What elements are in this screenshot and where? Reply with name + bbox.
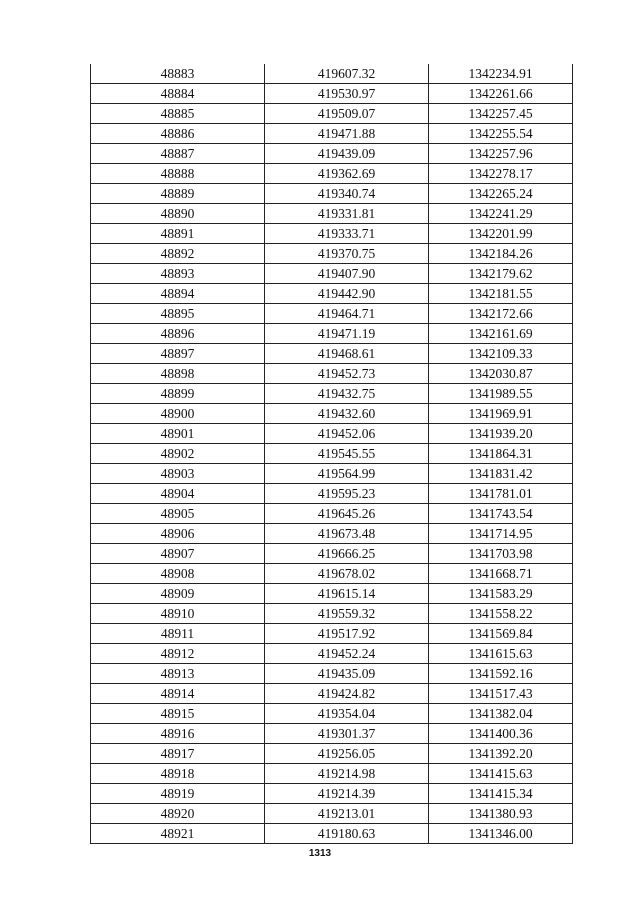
table-row xyxy=(91,404,573,424)
table-row xyxy=(91,824,573,844)
table-row xyxy=(91,504,573,524)
x-coordinate-cell: 419468.61 xyxy=(265,344,429,364)
point-id-cell: 48885 xyxy=(91,104,265,124)
x-coordinate-cell: 419564.99 xyxy=(265,464,429,484)
point-id-cell: 48891 xyxy=(91,224,265,244)
y-coordinate-cell: 1341864.31 xyxy=(429,444,573,464)
table-row xyxy=(91,764,573,784)
table-row xyxy=(91,64,573,84)
table-row xyxy=(91,84,573,104)
x-coordinate-cell: 419213.01 xyxy=(265,804,429,824)
point-id-cell: 48915 xyxy=(91,704,265,724)
point-id-cell: 48912 xyxy=(91,644,265,664)
y-coordinate-cell: 1341380.93 xyxy=(429,804,573,824)
point-id-cell: 48917 xyxy=(91,744,265,764)
point-id-cell: 48892 xyxy=(91,244,265,264)
x-coordinate-cell: 419452.06 xyxy=(265,424,429,444)
x-coordinate-cell: 419214.39 xyxy=(265,784,429,804)
y-coordinate-cell: 1341592.16 xyxy=(429,664,573,684)
point-id-cell: 48908 xyxy=(91,564,265,584)
y-coordinate-cell: 1341939.20 xyxy=(429,424,573,444)
table-row xyxy=(91,744,573,764)
y-coordinate-cell: 1341392.20 xyxy=(429,744,573,764)
table-row xyxy=(91,144,573,164)
table-row xyxy=(91,284,573,304)
y-coordinate-cell: 1341415.34 xyxy=(429,784,573,804)
y-coordinate-cell: 1341989.55 xyxy=(429,384,573,404)
table-row xyxy=(91,384,573,404)
table-row xyxy=(91,724,573,744)
x-coordinate-cell: 419471.19 xyxy=(265,324,429,344)
point-id-cell: 48883 xyxy=(91,64,265,84)
x-coordinate-cell: 419509.07 xyxy=(265,104,429,124)
table-row xyxy=(91,344,573,364)
point-id-cell: 48896 xyxy=(91,324,265,344)
point-id-cell: 48913 xyxy=(91,664,265,684)
point-id-cell: 48903 xyxy=(91,464,265,484)
y-coordinate-cell: 1342161.69 xyxy=(429,324,573,344)
x-coordinate-cell: 419432.60 xyxy=(265,404,429,424)
y-coordinate-cell: 1341569.84 xyxy=(429,624,573,644)
y-coordinate-cell: 1341583.29 xyxy=(429,584,573,604)
table-row xyxy=(91,224,573,244)
page-number: 1313 xyxy=(308,848,332,859)
y-coordinate-cell: 1341382.04 xyxy=(429,704,573,724)
table-row xyxy=(91,364,573,384)
x-coordinate-cell: 419432.75 xyxy=(265,384,429,404)
table-row xyxy=(91,784,573,804)
table-row xyxy=(91,644,573,664)
point-id-cell: 48905 xyxy=(91,504,265,524)
x-coordinate-cell: 419301.37 xyxy=(265,724,429,744)
y-coordinate-cell: 1342265.24 xyxy=(429,184,573,204)
point-id-cell: 48888 xyxy=(91,164,265,184)
y-coordinate-cell: 1342172.66 xyxy=(429,304,573,324)
table-row xyxy=(91,464,573,484)
point-id-cell: 48920 xyxy=(91,804,265,824)
point-id-cell: 48901 xyxy=(91,424,265,444)
x-coordinate-cell: 419464.71 xyxy=(265,304,429,324)
y-coordinate-cell: 1342179.62 xyxy=(429,264,573,284)
point-id-cell: 48910 xyxy=(91,604,265,624)
table-row xyxy=(91,484,573,504)
table-row xyxy=(91,524,573,544)
table-row xyxy=(91,204,573,224)
y-coordinate-cell: 1341969.91 xyxy=(429,404,573,424)
x-coordinate-cell: 419452.24 xyxy=(265,644,429,664)
point-id-cell: 48911 xyxy=(91,624,265,644)
table-row xyxy=(91,264,573,284)
table-row xyxy=(91,804,573,824)
x-coordinate-cell: 419340.74 xyxy=(265,184,429,204)
point-id-cell: 48893 xyxy=(91,264,265,284)
table-row xyxy=(91,164,573,184)
y-coordinate-cell: 1342241.29 xyxy=(429,204,573,224)
point-id-cell: 48904 xyxy=(91,484,265,504)
coordinates-table-body xyxy=(91,64,573,844)
y-coordinate-cell: 1342030.87 xyxy=(429,364,573,384)
y-coordinate-cell: 1341346.00 xyxy=(429,824,573,844)
y-coordinate-cell: 1342255.54 xyxy=(429,124,573,144)
point-id-cell: 48894 xyxy=(91,284,265,304)
y-coordinate-cell: 1342181.55 xyxy=(429,284,573,304)
table-row xyxy=(91,684,573,704)
x-coordinate-cell: 419559.32 xyxy=(265,604,429,624)
y-coordinate-cell: 1341714.95 xyxy=(429,524,573,544)
table-row xyxy=(91,304,573,324)
table-row xyxy=(91,244,573,264)
point-id-cell: 48900 xyxy=(91,404,265,424)
y-coordinate-cell: 1341615.63 xyxy=(429,644,573,664)
point-id-cell: 48897 xyxy=(91,344,265,364)
x-coordinate-cell: 419517.92 xyxy=(265,624,429,644)
point-id-cell: 48898 xyxy=(91,364,265,384)
x-coordinate-cell: 419471.88 xyxy=(265,124,429,144)
x-coordinate-cell: 419645.26 xyxy=(265,504,429,524)
table-row xyxy=(91,544,573,564)
y-coordinate-cell: 1341743.54 xyxy=(429,504,573,524)
point-id-cell: 48895 xyxy=(91,304,265,324)
x-coordinate-cell: 419615.14 xyxy=(265,584,429,604)
x-coordinate-cell: 419452.73 xyxy=(265,364,429,384)
y-coordinate-cell: 1341703.98 xyxy=(429,544,573,564)
point-id-cell: 48899 xyxy=(91,384,265,404)
x-coordinate-cell: 419407.90 xyxy=(265,264,429,284)
point-id-cell: 48884 xyxy=(91,84,265,104)
y-coordinate-cell: 1342201.99 xyxy=(429,224,573,244)
y-coordinate-cell: 1342261.66 xyxy=(429,84,573,104)
x-coordinate-cell: 419442.90 xyxy=(265,284,429,304)
table-row xyxy=(91,124,573,144)
point-id-cell: 48914 xyxy=(91,684,265,704)
point-id-cell: 48916 xyxy=(91,724,265,744)
x-coordinate-cell: 419545.55 xyxy=(265,444,429,464)
table-row xyxy=(91,584,573,604)
coordinates-table xyxy=(90,64,573,844)
y-coordinate-cell: 1342257.96 xyxy=(429,144,573,164)
x-coordinate-cell: 419362.69 xyxy=(265,164,429,184)
x-coordinate-cell: 419678.02 xyxy=(265,564,429,584)
table-row xyxy=(91,444,573,464)
x-coordinate-cell: 419424.82 xyxy=(265,684,429,704)
x-coordinate-cell: 419214.98 xyxy=(265,764,429,784)
x-coordinate-cell: 419673.48 xyxy=(265,524,429,544)
point-id-cell: 48921 xyxy=(91,824,265,844)
point-id-cell: 48906 xyxy=(91,524,265,544)
table-row xyxy=(91,324,573,344)
x-coordinate-cell: 419333.71 xyxy=(265,224,429,244)
y-coordinate-cell: 1341400.36 xyxy=(429,724,573,744)
point-id-cell: 48890 xyxy=(91,204,265,224)
table-row xyxy=(91,604,573,624)
point-id-cell: 48918 xyxy=(91,764,265,784)
point-id-cell: 48887 xyxy=(91,144,265,164)
y-coordinate-cell: 1342184.26 xyxy=(429,244,573,264)
y-coordinate-cell: 1341668.71 xyxy=(429,564,573,584)
y-coordinate-cell: 1342109.33 xyxy=(429,344,573,364)
x-coordinate-cell: 419439.09 xyxy=(265,144,429,164)
x-coordinate-cell: 419435.09 xyxy=(265,664,429,684)
table-row xyxy=(91,104,573,124)
y-coordinate-cell: 1341415.63 xyxy=(429,764,573,784)
point-id-cell: 48907 xyxy=(91,544,265,564)
table-row xyxy=(91,424,573,444)
table-row xyxy=(91,184,573,204)
y-coordinate-cell: 1341517.43 xyxy=(429,684,573,704)
point-id-cell: 48909 xyxy=(91,584,265,604)
x-coordinate-cell: 419354.04 xyxy=(265,704,429,724)
y-coordinate-cell: 1342278.17 xyxy=(429,164,573,184)
x-coordinate-cell: 419530.97 xyxy=(265,84,429,104)
point-id-cell: 48889 xyxy=(91,184,265,204)
y-coordinate-cell: 1342234.91 xyxy=(429,64,573,84)
y-coordinate-cell: 1341831.42 xyxy=(429,464,573,484)
table-row xyxy=(91,624,573,644)
table-row xyxy=(91,704,573,724)
y-coordinate-cell: 1341781.01 xyxy=(429,484,573,504)
x-coordinate-cell: 419595.23 xyxy=(265,484,429,504)
point-id-cell: 48902 xyxy=(91,444,265,464)
point-id-cell: 48886 xyxy=(91,124,265,144)
x-coordinate-cell: 419331.81 xyxy=(265,204,429,224)
x-coordinate-cell: 419256.05 xyxy=(265,744,429,764)
table-row xyxy=(91,664,573,684)
x-coordinate-cell: 419607.32 xyxy=(265,64,429,84)
x-coordinate-cell: 419370.75 xyxy=(265,244,429,264)
x-coordinate-cell: 419180.63 xyxy=(265,824,429,844)
x-coordinate-cell: 419666.25 xyxy=(265,544,429,564)
table-row xyxy=(91,564,573,584)
point-id-cell: 48919 xyxy=(91,784,265,804)
y-coordinate-cell: 1342257.45 xyxy=(429,104,573,124)
y-coordinate-cell: 1341558.22 xyxy=(429,604,573,624)
